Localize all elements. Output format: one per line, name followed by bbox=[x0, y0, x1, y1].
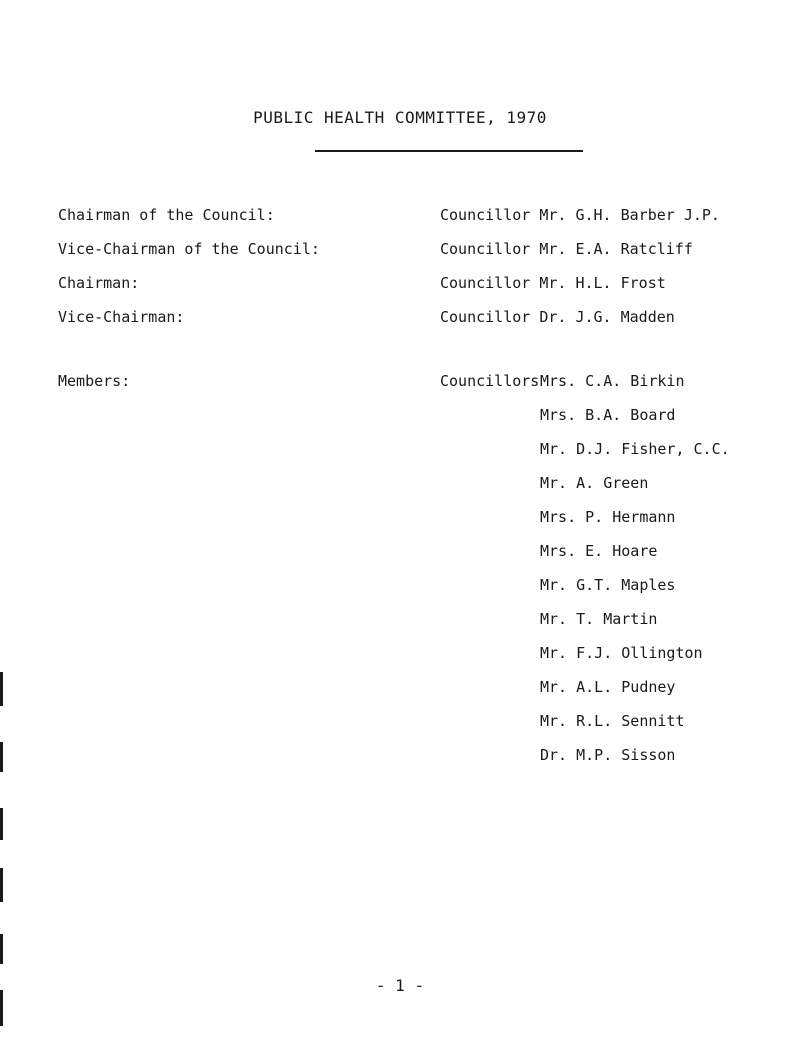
officers-list bbox=[58, 198, 798, 334]
officer-role: Chairman of the Council: bbox=[58, 206, 275, 224]
list-item: Mr. D.J. Fisher, C.C. bbox=[540, 440, 730, 458]
officer-holder: Councillor Mr. E.A. Ratcliff bbox=[440, 240, 693, 258]
list-item: Mr. F.J. Ollington bbox=[540, 644, 703, 662]
page-number: - 1 - bbox=[375, 976, 425, 995]
members-list bbox=[540, 364, 730, 772]
scan-edge-mark bbox=[0, 990, 3, 1026]
scan-edge-mark bbox=[0, 742, 3, 772]
scan-edge-mark bbox=[0, 934, 3, 964]
members-prefix: Councillors bbox=[440, 372, 540, 390]
list-item: Mr. A. Green bbox=[540, 474, 649, 492]
scan-edge-mark bbox=[0, 808, 3, 840]
title-underline bbox=[315, 150, 583, 152]
officer-role: Chairman: bbox=[58, 274, 140, 292]
list-item: Mr. A.L. Pudney bbox=[540, 678, 676, 696]
officer-row-vice-chairman bbox=[58, 300, 798, 334]
list-item: Mrs. B.A. Board bbox=[540, 406, 676, 424]
list-item: Mr. T. Martin bbox=[540, 610, 658, 628]
list-item: Mrs. C.A. Birkin bbox=[540, 372, 685, 390]
list-item: Dr. M.P. Sisson bbox=[540, 746, 676, 764]
officer-row-chairman bbox=[58, 266, 798, 300]
scan-edge-mark bbox=[0, 868, 3, 902]
officer-row-council-vice-chairman bbox=[58, 232, 798, 266]
officer-holder: Councillor Mr. G.H. Barber J.P. bbox=[440, 206, 720, 224]
page-title: PUBLIC HEALTH COMMITTEE, 1970 bbox=[253, 108, 547, 127]
scan-edge-mark bbox=[0, 672, 3, 706]
members-label: Members: bbox=[58, 372, 131, 390]
list-item: Mr. G.T. Maples bbox=[540, 576, 676, 594]
list-item: Mrs. P. Hermann bbox=[540, 508, 676, 526]
officer-holder: Councillor Dr. J.G. Madden bbox=[440, 308, 675, 326]
officer-holder: Councillor Mr. H.L. Frost bbox=[440, 274, 666, 292]
officer-role: Vice-Chairman: bbox=[58, 308, 185, 326]
officer-row-council-chairman bbox=[58, 198, 798, 232]
officer-role: Vice-Chairman of the Council: bbox=[58, 240, 320, 258]
list-item: Mr. R.L. Sennitt bbox=[540, 712, 685, 730]
list-item: Mrs. E. Hoare bbox=[540, 542, 658, 560]
